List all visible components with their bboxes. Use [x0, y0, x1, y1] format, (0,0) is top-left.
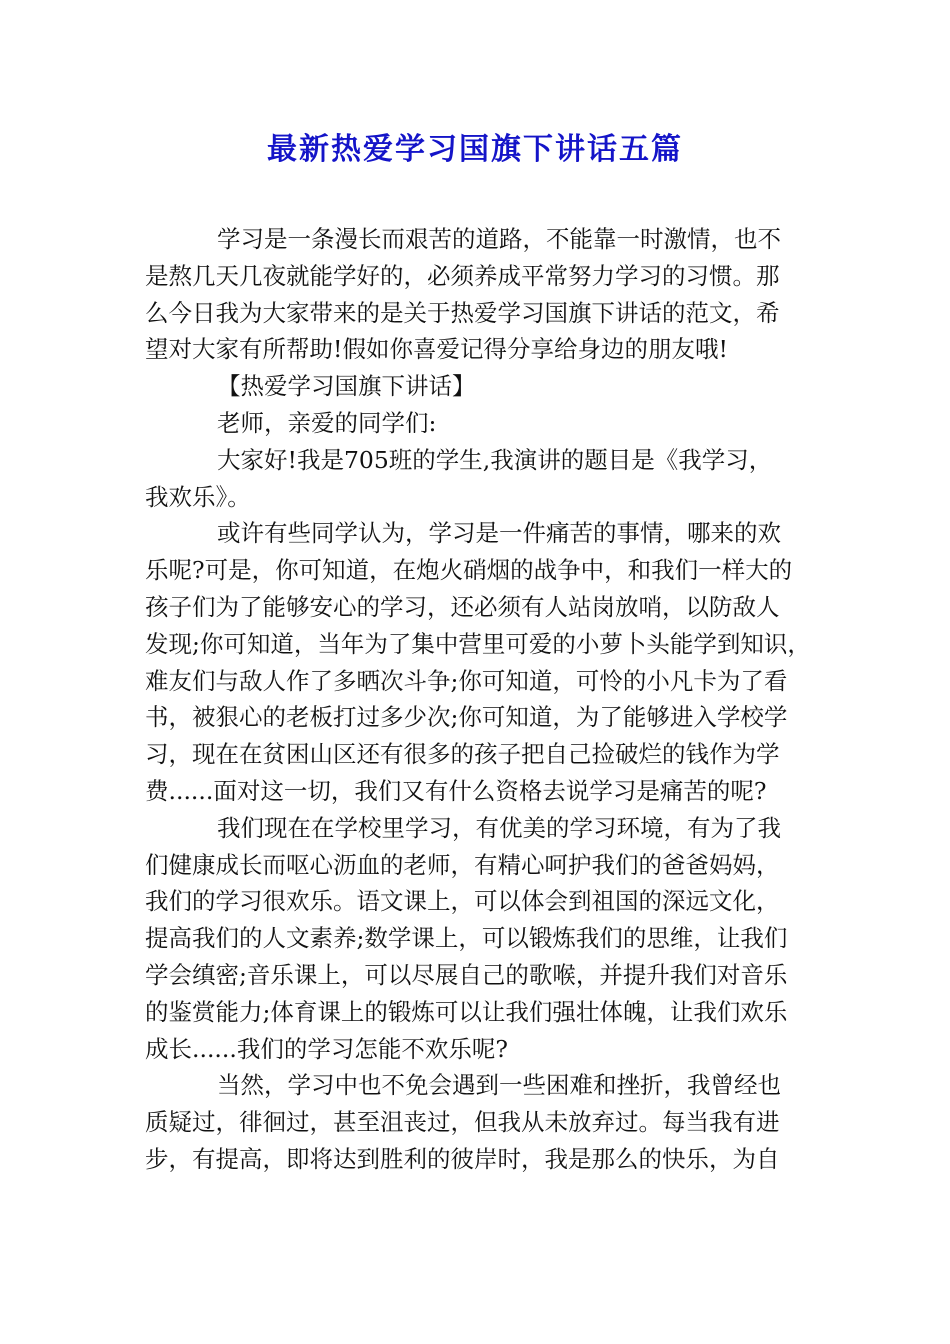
text-line: 习，现在在贫困山区还有很多的孩子把自己捡破烂的钱作为学 — [145, 740, 780, 769]
text-line: 当然，学习中也不免会遇到一些困难和挫折，我曾经也 — [217, 1071, 781, 1100]
text-line: 我们的学习很欢乐。语文课上，可以体会到祖国的深远文化， — [145, 887, 780, 916]
text-line: 么今日我为大家带来的是关于热爱学习国旗下讲话的范文，希 — [145, 298, 780, 327]
text-line: 是熬几天几夜就能学好的，必须养成平常努力学习的习惯。那 — [145, 261, 780, 290]
text-line: 望对大家有所帮助!假如你喜爱记得分享给身边的朋友哦! — [145, 335, 728, 364]
text-line: 我欢乐》。 — [145, 482, 251, 511]
text-line: 书，被狠心的老板打过多少次;你可知道，为了能够进入学校学 — [145, 703, 788, 732]
text-line: 步，有提高，即将达到胜利的彼岸时，我是那么的快乐，为自 — [145, 1144, 780, 1173]
text-line: 提高我们的人文素养;数学课上，可以锻炼我们的思维，让我们 — [145, 924, 788, 953]
document-title: 最新热爱学习国旗下讲话五篇 — [267, 132, 683, 167]
text-line: 学习是一条漫长而艰苦的道路，不能靠一时激情，也不 — [217, 225, 781, 253]
text-line: 发现;你可知道，当年为了集中营里可爱的小萝卜头能学到知识， — [145, 629, 811, 658]
text-line: 难友们与敌人作了多晒次斗争;你可知道，可怜的小凡卡为了看 — [145, 666, 788, 695]
text-line: 大家好!我是705班的学生,我演讲的题目是《我学习， — [217, 445, 773, 474]
text-line: 们健康成长而呕心沥血的老师，有精心呵护我们的爸爸妈妈， — [145, 850, 780, 879]
text-line: 质疑过，徘徊过，甚至沮丧过，但我从未放弃过。每当我有进 — [145, 1108, 780, 1137]
text-line: 【热爱学习国旗下讲话】 — [217, 372, 476, 401]
text-line: 成长......我们的学习怎能不欢乐呢? — [145, 1034, 508, 1063]
document-body — [145, 221, 825, 1178]
text-line: 或许有些同学认为，学习是一件痛苦的事情，哪来的欢 — [217, 519, 781, 548]
text-line: 老师，亲爱的同学们: — [217, 408, 437, 437]
text-line: 乐呢?可是，你可知道，在炮火硝烟的战争中，和我们一样大的 — [145, 556, 793, 585]
text-line: 孩子们为了能够安心的学习，还必须有人站岗放哨，以防敌人 — [145, 592, 780, 621]
text-line: 学会缜密;音乐课上，可以尽展自己的歌喉，并提升我们对音乐 — [145, 960, 788, 989]
text-line: 我们现在在学校里学习，有优美的学习环境，有为了我 — [217, 813, 781, 842]
text-line: 费......面对这一切，我们又有什么资格去说学习是痛苦的呢? — [145, 776, 767, 805]
text-line: 的鉴赏能力;体育课上的锻炼可以让我们强壮体魄，让我们欢乐 — [145, 997, 788, 1026]
